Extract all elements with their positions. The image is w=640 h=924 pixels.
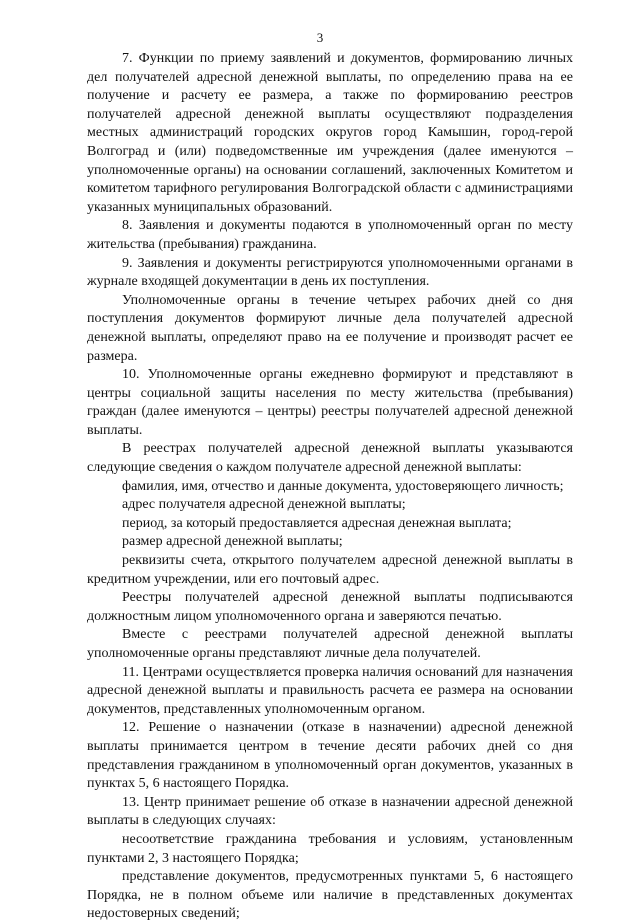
paragraph-13: 13. Центр принимает решение об отказе в назначении адресной денежной выплаты в следующих случаях:	[87, 794, 573, 829]
page-number: 3	[316, 30, 324, 45]
registry-item-period: период, за который предоставляется адресная денежная выплата;	[122, 515, 512, 531]
registry-item-account: реквизиты счета, открытого получателем адресной денежной выплаты в кредитном учреждении, или его почтовый адрес.	[87, 553, 573, 587]
registry-files-paragraph: Вместе с реестрами получателей адресной денежной выплаты уполномоченные органы представляют личные дела получателей.	[87, 627, 573, 661]
paragraph-9: 9. Заявления и документы регистрируются уполномоченными органами в журнале входящей документации в день их поступления.	[87, 255, 573, 290]
paragraph-12: 12. Решение о назначении (отказе в назначении) адресной денежной выплаты принимается центром в течение десяти рабочих дней со дня представления гражданином в уполномоченный орган документов, указанных в пунктах 5, 6 настоящего Порядка.	[87, 720, 573, 792]
paragraph-7: 7. Функции по приему заявлений и документов, формированию личных дел получателей адресной денежной выплаты, по определению права на ее получение и расчету ее размера, а также по формированию реестров получателей адресной денежной выплаты осуществляют подразделения местных администраций городских округов город Камышин, город-герой Волгоград и (или) подведомственные им учреждения (далее именуются – уполномоченные органы) на основании соглашений, заключенных Комитетом и комитетом тарифного регулирования Волгоградской области с администрациями указанных муниципальных образований.	[87, 51, 573, 215]
paragraph-9-continued: Уполномоченные органы в течение четырех рабочих дней со дня поступления документов формируют личные дела получателей адресной денежной выплаты, определяют право на ее получение и производят расчет ее размера.	[87, 292, 573, 364]
registry-item-name: фамилия, имя, отчество и данные документа, удостоверяющего личность;	[122, 478, 564, 494]
document-body	[87, 50, 573, 924]
refusal-item-nonconformity: несоответствие гражданина требования и условиям, установленным пунктами 2, 3 настоящего Порядка;	[87, 831, 573, 866]
paragraph-8: 8. Заявления и документы подаются в уполномоченный орган по месту жительства (пребывания) гражданина.	[87, 218, 573, 252]
registry-intro-paragraph: В реестрах получателей адресной денежной выплаты указываются следующие сведения о каждом получателе адресной денежной выплаты:	[87, 441, 573, 476]
refusal-item-documents: представление документов, предусмотренных пунктами 5, 6 настоящего Порядка, не в полном объеме или наличие в представленных документах недостоверных сведений;	[87, 869, 573, 922]
paragraph-10: 10. Уполномоченные органы ежедневно формируют и представляют в центры социальной защиты населения по месту жительства (пребывания) граждан (далее именуются – центры) реестры получателей адресной денежной выплаты.	[87, 367, 573, 438]
registry-signing-paragraph: Реестры получателей адресной денежной выплаты подписываются должностным лицом уполномоченного органа и заверяются печатью.	[87, 590, 573, 624]
registry-item-amount: размер адресной денежной выплаты;	[122, 534, 343, 550]
registry-item-address: адрес получателя адресной денежной выплаты;	[122, 497, 406, 513]
paragraph-11: 11. Центрами осуществляется проверка наличия оснований для назначения адресной денежной выплаты и правильность расчета ее размера на основании документов, представленных уполномоченным органом.	[87, 664, 573, 717]
